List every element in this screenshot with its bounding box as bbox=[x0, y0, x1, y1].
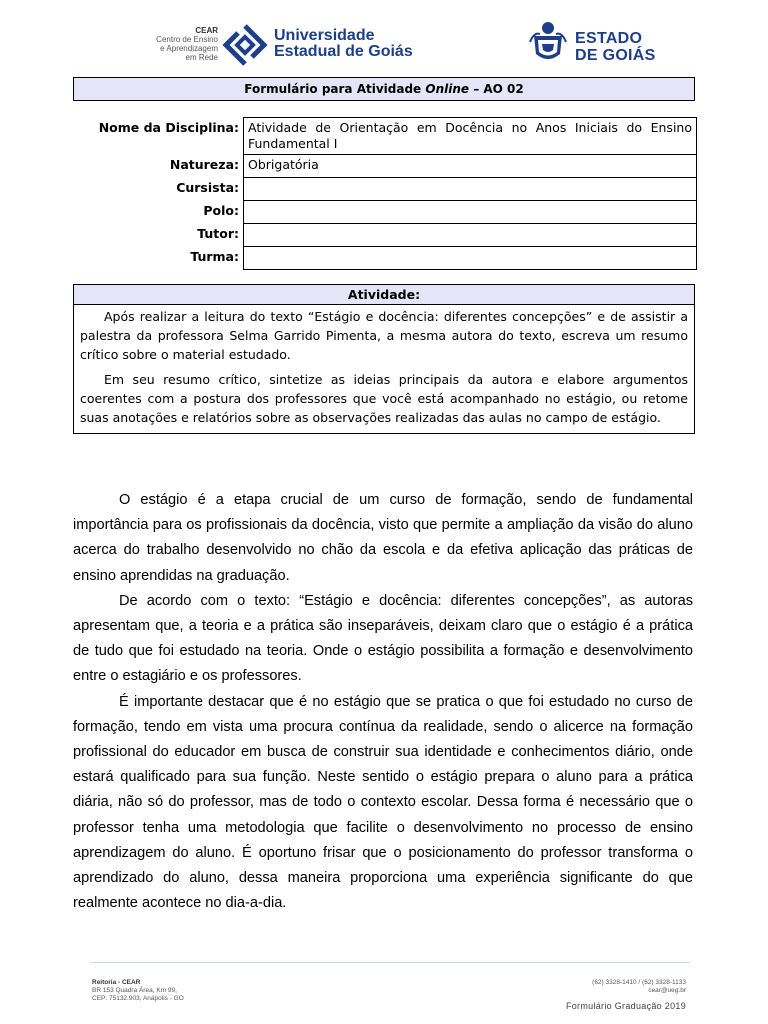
goias-line: DE GOIÁS bbox=[575, 47, 656, 64]
goias-line: ESTADO bbox=[575, 30, 643, 47]
footer-form-label: Formulário Graduação 2019 bbox=[565, 1001, 686, 1011]
identification-table bbox=[73, 117, 697, 270]
goias-coat-of-arms-icon bbox=[528, 20, 568, 66]
field-value-disciplina[interactable]: Atividade de Orientação em Docência no Anos Iniciais do Ensino Fundamental I bbox=[244, 118, 697, 155]
essay-paragraph: É importante destacar que é no estágio que se pratica o que foi estudado no curso de formação, tendo em vista uma procura contínua da realidade, sendo o alicerce na formação profissional do educador em busca de construir sua identidade e conhecimentos diário, onde estará qualificado para sua função. Neste sentido o estágio prepara o aluno para a prática diária, não só do professor, mas de todo o contexto escolar. Dessa forma é necessário que o professor tenha uma metodologia que facilite o desenvolvimento no processo de ensino aprendizagem do aluno. É oportuno frisar que o posicionamento do professor transforma o aprendizado do aluno, dessa maneira proporciona uma experiência significante do que realmente acontece no dia-a-dia. bbox=[73, 693, 693, 912]
activity-paragraph: Após realizar a leitura do texto “Estágio e docência: diferentes concepções” e de assistir a palestra da professora Selma Garrido Pimenta, a mesma autora do texto, escreva um resumo crítico sobre o material estudado. bbox=[80, 309, 688, 362]
footer-address-line: BR 153 Quadra Área, Km 99, bbox=[92, 987, 177, 994]
cear-title: CEAR bbox=[195, 26, 218, 35]
field-label: Cursista: bbox=[176, 179, 239, 195]
cear-logo bbox=[150, 26, 218, 62]
essay-body bbox=[73, 488, 693, 916]
field-row-tutor bbox=[73, 224, 697, 247]
field-value-cursista[interactable] bbox=[244, 178, 697, 201]
field-value-polo[interactable] bbox=[244, 201, 697, 224]
activity-heading: Atividade: bbox=[74, 285, 694, 305]
essay-paragraph: De acordo com o texto: “Estágio e docência: diferentes concepções”, as autoras apresentam que, a teoria e a prática são inseparáveis, deixam claro que o estágio é a prática de tudo que foi estudado na teoria. Onde o estágio possibilita a formação e desenvolvimento entre o estagiário e os professores. bbox=[73, 592, 693, 685]
form-title-prefix: Formulário para Atividade bbox=[244, 82, 426, 96]
form-title-italic: Online bbox=[425, 82, 470, 96]
essay-paragraph: O estágio é a etapa crucial de um curso de formação, sendo de fundamental importância para os profissionais da docência, visto que permite a ampliação da visão do aluno acerca do trabalho desenvolvido no chão da escola e da efetiva aplicação das práticas de ensino aprendidas na graduação. bbox=[73, 492, 693, 584]
field-label: Polo: bbox=[203, 202, 239, 218]
footer-address-line: CEP: 75132.903, Anápolis - GO bbox=[92, 995, 184, 1002]
ueg-wordmark bbox=[274, 28, 413, 60]
field-label: Nome da Disciplina: bbox=[98, 119, 239, 135]
footer-contact bbox=[592, 979, 686, 995]
field-label: Tutor: bbox=[197, 225, 239, 241]
page-footer bbox=[90, 962, 690, 1018]
field-row-cursista bbox=[73, 178, 697, 201]
ueg-line: Universidade bbox=[274, 27, 375, 44]
field-value-turma[interactable] bbox=[244, 247, 697, 270]
cear-line: em Rede bbox=[185, 53, 218, 62]
field-row-disciplina bbox=[73, 118, 697, 155]
activity-box bbox=[73, 284, 695, 434]
activity-paragraph: Em seu resumo crítico, sintetize as ideias principais da autora e elabore argumentos coerentes com a postura dos professores que você está acompanhado no estágio, ou retome suas anotações e relatórios sobre as observações realizadas das aulas no campo de estágio. bbox=[80, 372, 688, 425]
field-row-turma bbox=[73, 247, 697, 270]
ueg-line: Estadual de Goiás bbox=[274, 43, 413, 60]
footer-org: Reitoria - CEAR bbox=[92, 979, 141, 986]
field-row-polo bbox=[73, 201, 697, 224]
cear-line: Centro de Ensino bbox=[156, 35, 218, 44]
field-row-natureza bbox=[73, 155, 697, 178]
footer-address bbox=[92, 979, 184, 1003]
goias-wordmark bbox=[575, 30, 656, 64]
field-value-natureza[interactable]: Obrigatória bbox=[244, 155, 697, 178]
form-title bbox=[73, 77, 695, 101]
cear-line: e Aprendizagem bbox=[160, 44, 218, 53]
form-title-suffix: – AO 02 bbox=[469, 82, 524, 96]
field-label: Natureza: bbox=[169, 156, 239, 172]
footer-email[interactable]: cear@ueg.br bbox=[648, 987, 686, 994]
field-label: Turma: bbox=[190, 248, 239, 264]
field-value-tutor[interactable] bbox=[244, 224, 697, 247]
ueg-logo-icon bbox=[222, 22, 268, 68]
footer-phone: (62) 3328-1410 / (62) 3328-1133 bbox=[592, 979, 686, 986]
